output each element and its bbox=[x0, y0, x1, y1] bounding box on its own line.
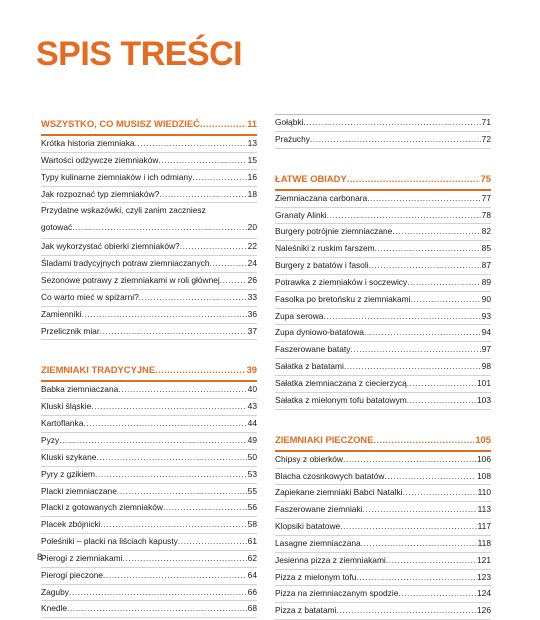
dot-leader bbox=[91, 399, 246, 415]
toc-entry-page: 58 bbox=[247, 519, 257, 530]
section-heading-page: 105 bbox=[475, 433, 491, 445]
toc-entry bbox=[275, 570, 491, 587]
toc-entry-title: Klopsiki batatowe bbox=[275, 521, 341, 532]
toc-entry-title: Co warto mieć w spiżarni? bbox=[41, 291, 139, 302]
toc-section bbox=[41, 114, 257, 340]
toc-entry bbox=[41, 467, 257, 484]
toc-entry bbox=[41, 517, 257, 534]
toc-entry-title: Jak wykorzystać obierki ziemniaków? bbox=[41, 241, 180, 252]
dot-leader bbox=[180, 239, 247, 255]
toc-entry-page: 18 bbox=[247, 188, 257, 199]
toc-entry-title: Ziemniaczana carbonara bbox=[275, 192, 368, 203]
toc-entry-page: 93 bbox=[481, 310, 491, 321]
toc-entry-page: 78 bbox=[481, 209, 491, 220]
toc-entry-title: Sałatka z mielonym tofu batatowym bbox=[275, 394, 407, 405]
toc-entry-title: Burgery potrójnie ziemniaczane bbox=[275, 226, 393, 237]
toc-entry bbox=[41, 484, 257, 501]
toc-entry bbox=[41, 153, 257, 170]
toc-entry-page: 61 bbox=[247, 536, 257, 547]
toc-section-heading bbox=[275, 169, 491, 191]
toc-entry-title: Blacha czosnkowych batatów bbox=[275, 470, 385, 481]
toc-entry-page: 66 bbox=[247, 586, 257, 597]
toc-entry-page: 22 bbox=[247, 241, 257, 252]
toc-entry-page: 98 bbox=[481, 361, 491, 372]
toc-entry bbox=[41, 585, 257, 602]
toc-entry-title: Granaty Alinki bbox=[275, 209, 327, 220]
toc-entry-page: 64 bbox=[247, 569, 257, 580]
dot-leader bbox=[69, 585, 247, 601]
toc-entry bbox=[41, 324, 257, 341]
toc-entry-title: Zaguby bbox=[41, 586, 69, 597]
toc-entry bbox=[275, 485, 491, 502]
dot-leader bbox=[350, 342, 480, 358]
dot-leader bbox=[158, 153, 246, 169]
toc-entry bbox=[275, 586, 491, 603]
page-title: SPIS TREŚCI bbox=[36, 35, 243, 73]
dot-leader bbox=[192, 170, 246, 186]
toc-entry-title: Babka ziemniaczana bbox=[41, 384, 119, 395]
toc-entry-page: 89 bbox=[481, 276, 491, 287]
dot-leader bbox=[407, 393, 476, 409]
toc-entry-title: Śladami tradycyjnych potraw ziemniaczanych bbox=[41, 258, 210, 269]
dot-leader bbox=[155, 360, 245, 380]
toc-entry-page: 13 bbox=[247, 138, 257, 148]
toc-entry-page: 37 bbox=[247, 325, 257, 336]
toc-entry-title: Wartości odżywcze ziemniaków bbox=[41, 154, 159, 165]
toc-entry-page: 62 bbox=[247, 552, 257, 563]
toc-entry bbox=[275, 359, 491, 376]
toc-entry bbox=[275, 376, 491, 393]
toc-entry-page: 56 bbox=[247, 502, 257, 513]
section-heading-title: WSZYSTKO, CO MUSISZ WIEDZIEĆ bbox=[41, 118, 200, 129]
toc-entry bbox=[41, 500, 257, 517]
toc-entry-page: 40 bbox=[247, 384, 257, 395]
toc-entry-title: Poleśniki – placki na liściach kapusty bbox=[41, 536, 178, 547]
toc-entry-page: 43 bbox=[247, 401, 257, 412]
toc-entry-title: Kluski śląskie bbox=[41, 401, 92, 412]
toc-entry-page: 26 bbox=[247, 275, 257, 286]
toc-entry-title: Gołąbki bbox=[275, 117, 304, 127]
toc-entry-title: Kluski szykane bbox=[41, 451, 97, 462]
toc-entry-page: 94 bbox=[481, 327, 491, 338]
toc-section bbox=[275, 115, 491, 149]
toc-entry-title: Sałatka ziemniaczana z ciecierzycą bbox=[275, 377, 407, 388]
section-heading-title: ŁATWE OBIADY bbox=[275, 172, 347, 184]
toc-entry-page: 117 bbox=[477, 521, 491, 532]
toc-entry-page: 97 bbox=[481, 344, 491, 355]
toc-entry bbox=[275, 342, 491, 359]
toc-entry-title: Faszerowane bataty bbox=[275, 344, 351, 355]
toc-entry-title: Placki ziemniaczane bbox=[41, 485, 117, 496]
dot-leader bbox=[384, 469, 476, 485]
toc-column-right bbox=[275, 114, 491, 620]
toc-entry bbox=[275, 393, 491, 410]
dot-leader bbox=[118, 382, 246, 398]
dot-leader bbox=[122, 551, 246, 567]
toc-entry-page: 101 bbox=[477, 377, 491, 388]
toc-entry-page: 44 bbox=[247, 418, 257, 429]
dot-leader bbox=[72, 220, 246, 236]
toc-entry-page: 53 bbox=[247, 468, 257, 479]
toc-entry bbox=[41, 307, 257, 324]
toc-entry bbox=[41, 136, 257, 153]
toc-section bbox=[275, 169, 491, 410]
toc-entry-title: Pierogi z ziemniakami bbox=[41, 552, 123, 563]
toc-entry-title: Krótka historia ziemniaka bbox=[41, 138, 135, 148]
toc-entry-line bbox=[41, 220, 257, 237]
toc-entry bbox=[41, 601, 257, 618]
toc-column-left bbox=[41, 114, 257, 618]
toc-entry-title: Sezonowe potrawy z ziemniakami w roli głównej bbox=[41, 275, 220, 286]
toc-entry-page: 20 bbox=[247, 222, 257, 233]
toc-entry-title: Przydatne wskazówki, czyli zanim zaczniesz bbox=[41, 205, 206, 216]
toc-entry-title: Lasagne ziemniaczana bbox=[275, 537, 361, 548]
toc-entry-page: 90 bbox=[481, 293, 491, 304]
page-number: 8 bbox=[37, 552, 43, 563]
toc-entry bbox=[275, 502, 491, 519]
dot-leader bbox=[369, 258, 481, 274]
toc-entry-title: Knedle bbox=[41, 603, 68, 614]
toc-entry-title: Jesienna pizza z ziemniakami bbox=[275, 554, 386, 565]
toc-entry bbox=[275, 132, 491, 149]
dot-leader bbox=[356, 570, 476, 586]
toc-entry bbox=[41, 416, 257, 433]
dot-leader bbox=[59, 433, 247, 449]
toc-entry-page: 36 bbox=[247, 308, 257, 319]
dot-leader bbox=[103, 568, 247, 584]
dot-leader bbox=[407, 376, 476, 392]
toc-entry-page: 49 bbox=[247, 434, 257, 445]
toc-entry-page: 71 bbox=[481, 117, 491, 127]
dot-leader bbox=[310, 132, 481, 148]
toc-entry bbox=[41, 273, 257, 290]
toc-section bbox=[41, 360, 257, 618]
toc-entry-page: 126 bbox=[477, 605, 491, 616]
dot-leader bbox=[100, 324, 247, 340]
dot-leader bbox=[95, 467, 247, 483]
toc-entry-title: Pyry z gzikiem bbox=[41, 468, 95, 479]
section-heading-page: 11 bbox=[247, 118, 257, 129]
toc-entry-page: 33 bbox=[247, 291, 257, 302]
dot-leader bbox=[83, 416, 246, 432]
toc-entry-title: Pizza z batatami bbox=[275, 605, 337, 616]
dot-leader bbox=[82, 307, 247, 323]
dot-leader bbox=[67, 601, 247, 617]
dot-leader bbox=[375, 241, 481, 257]
toc-entry bbox=[41, 256, 257, 273]
toc-entry-page: 113 bbox=[477, 504, 491, 515]
toc-entry bbox=[41, 203, 257, 239]
toc-entry bbox=[275, 553, 491, 570]
dot-leader bbox=[386, 553, 476, 569]
toc-entry bbox=[275, 224, 491, 241]
toc-entry bbox=[41, 382, 257, 399]
toc-entry-page: 87 bbox=[481, 260, 491, 271]
toc-entry bbox=[275, 258, 491, 275]
toc-entry bbox=[41, 568, 257, 585]
toc-entry-title: Jak rozpoznać typ ziemniaków? bbox=[41, 188, 160, 199]
dot-leader bbox=[373, 430, 474, 450]
toc-entry-title: Pierogi pieczone bbox=[41, 569, 103, 580]
toc-entry bbox=[275, 292, 491, 309]
dot-leader bbox=[135, 136, 247, 152]
toc-entry-page: 118 bbox=[477, 537, 491, 548]
toc-entry bbox=[41, 187, 257, 204]
toc-entry bbox=[275, 536, 491, 553]
toc-entry-page: 82 bbox=[481, 226, 491, 237]
dot-leader bbox=[96, 450, 246, 466]
toc-entry bbox=[275, 603, 491, 620]
toc-entry-title: Przelicznik miar bbox=[41, 325, 100, 336]
dot-leader bbox=[336, 603, 476, 619]
toc-entry-title: Placki z gotowanych ziemniaków bbox=[41, 502, 163, 513]
toc-section-heading bbox=[275, 430, 491, 452]
toc-entry-title: Pizza z mielonym tofu bbox=[275, 571, 357, 582]
toc-entry-page: 24 bbox=[247, 258, 257, 269]
dot-leader bbox=[343, 452, 476, 468]
dot-leader bbox=[347, 169, 480, 189]
section-heading-title: ZIEMNIAKI TRADYCYJNE bbox=[41, 364, 156, 376]
toc-entry bbox=[41, 551, 257, 568]
toc-entry-page: 55 bbox=[247, 485, 257, 496]
dot-leader bbox=[210, 256, 247, 272]
toc-entry-title: Pyzy bbox=[41, 434, 60, 445]
toc-section-heading bbox=[41, 114, 257, 136]
dot-leader bbox=[327, 208, 481, 224]
dot-leader bbox=[367, 191, 480, 207]
toc-entry-page: 103 bbox=[477, 394, 491, 405]
toc-entry bbox=[41, 170, 257, 187]
toc-entry-title: Placek zbójnicki bbox=[41, 519, 101, 530]
dot-leader bbox=[340, 519, 476, 535]
toc-entry-page: 50 bbox=[247, 451, 257, 462]
dot-leader bbox=[361, 536, 477, 552]
dot-leader bbox=[178, 534, 247, 550]
toc-entry bbox=[275, 191, 491, 208]
dot-leader bbox=[159, 187, 246, 203]
toc-entry bbox=[275, 309, 491, 326]
toc-section bbox=[275, 430, 491, 620]
dot-leader bbox=[344, 359, 481, 375]
dot-leader bbox=[101, 517, 247, 533]
toc-entry-line bbox=[41, 203, 257, 220]
toc-entry-title: Potrawka z ziemniaków i soczewicy bbox=[275, 276, 408, 287]
toc-entry bbox=[41, 433, 257, 450]
toc-entry bbox=[275, 325, 491, 342]
dot-leader bbox=[117, 484, 247, 500]
toc-entry-title: Chipsy z obierków bbox=[275, 453, 343, 464]
toc-entry-page: 106 bbox=[477, 453, 491, 464]
toc-entry-title: Typy kulinarne ziemniaków i ich odmiany bbox=[41, 171, 193, 182]
toc-entry-page: 77 bbox=[481, 192, 491, 203]
toc-entry-page: 85 bbox=[481, 243, 491, 254]
section-heading-page: 75 bbox=[480, 172, 491, 184]
toc-entry-title: Prażuchy bbox=[275, 133, 310, 144]
toc-entry-page: 16 bbox=[247, 171, 257, 182]
toc-entry bbox=[41, 450, 257, 467]
dot-leader bbox=[403, 485, 477, 501]
toc-entry bbox=[41, 239, 257, 256]
toc-entry-page: 124 bbox=[477, 588, 491, 599]
toc-entry-page: 123 bbox=[477, 571, 491, 582]
toc-entry-page: 68 bbox=[247, 603, 257, 614]
toc-entry bbox=[41, 534, 257, 551]
toc-entry-title: Faszerowane ziemniaki bbox=[275, 504, 363, 515]
toc-entry-title: Naleśniki z ruskim farszem bbox=[275, 243, 375, 254]
toc-entry bbox=[275, 519, 491, 536]
toc-entry-page: 110 bbox=[477, 487, 491, 498]
dot-leader bbox=[407, 275, 480, 291]
section-heading-page: 39 bbox=[246, 364, 257, 376]
toc-entry bbox=[275, 275, 491, 292]
dot-leader bbox=[392, 224, 480, 240]
toc-entry-page: 121 bbox=[477, 554, 491, 565]
toc-entry-title: Sałatka z batatami bbox=[275, 361, 344, 372]
toc-entry-title: Zupa dyniowo-batatowa bbox=[275, 327, 364, 338]
dot-leader bbox=[323, 309, 480, 325]
toc-section-heading bbox=[41, 360, 257, 382]
toc-entry-title: Kartoflanka bbox=[41, 418, 84, 429]
toc-entry-title: Zapiekane ziemniaki Babci Natalki bbox=[275, 487, 403, 498]
toc-entry-page: 72 bbox=[481, 133, 491, 144]
dot-leader bbox=[303, 115, 480, 131]
dot-leader bbox=[220, 273, 247, 289]
toc-entry bbox=[275, 469, 491, 486]
toc-entry bbox=[41, 290, 257, 307]
toc-entry bbox=[275, 115, 491, 132]
dot-leader bbox=[139, 290, 247, 306]
section-heading-title: ZIEMNIAKI PIECZONE bbox=[275, 433, 374, 445]
toc-entry bbox=[275, 208, 491, 225]
toc-entry-title: Fasolka po bretońsku z ziemniakami bbox=[275, 293, 411, 304]
toc-entry bbox=[275, 241, 491, 258]
toc-entry-title: Burgery z batatów i fasoli bbox=[275, 260, 369, 271]
toc-entry bbox=[41, 399, 257, 416]
dot-leader bbox=[364, 325, 481, 341]
toc-entry-page: 15 bbox=[247, 154, 257, 165]
dot-leader bbox=[363, 502, 477, 518]
toc-entry-title: Pizza na ziemniaczanym spodzie bbox=[275, 588, 399, 599]
dot-leader bbox=[410, 292, 480, 308]
toc-entry bbox=[275, 452, 491, 469]
dot-leader bbox=[163, 500, 247, 516]
toc-entry-title: Zupa serowa bbox=[275, 310, 324, 321]
dot-leader bbox=[200, 114, 246, 134]
toc-entry-title-cont: gotować bbox=[41, 222, 73, 233]
toc-entry-page: 108 bbox=[477, 470, 491, 481]
toc-entry-title: Zamienniki bbox=[41, 308, 82, 319]
